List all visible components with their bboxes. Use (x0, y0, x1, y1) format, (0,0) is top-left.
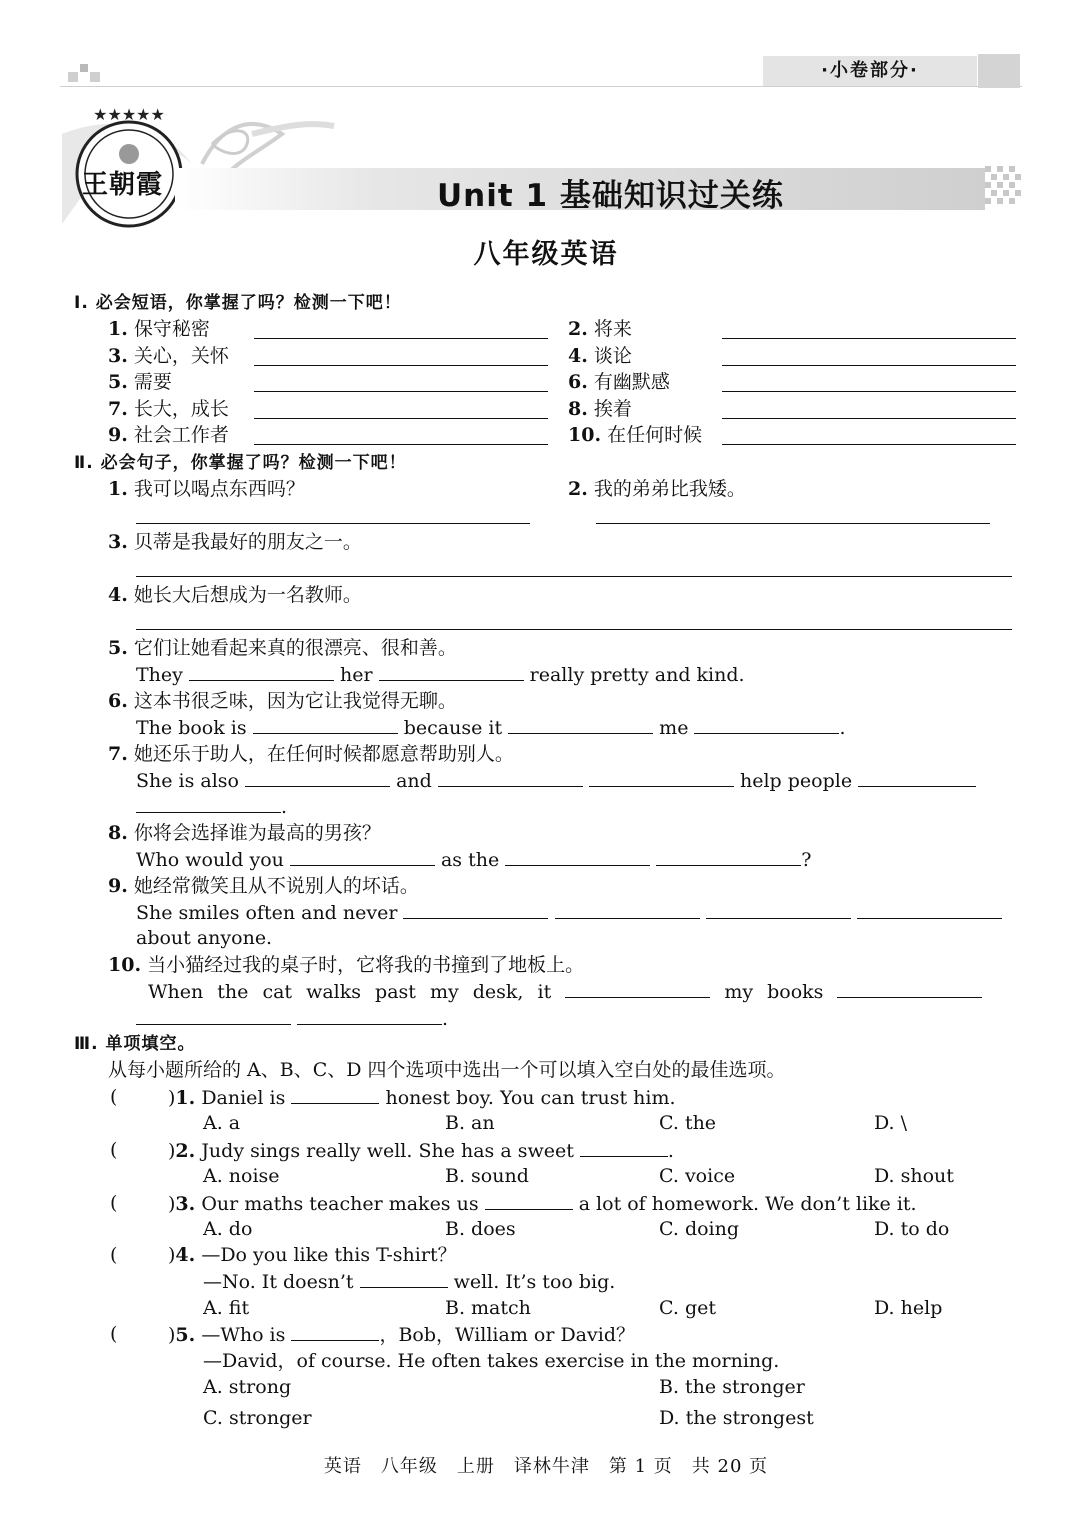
phrase-item: 4. 谈论 (568, 345, 632, 367)
answer-paren-open: ( (110, 1139, 118, 1161)
banner-dots (985, 166, 1025, 212)
mc-question: )3. Our maths teacher makes us a lot of homework. We don’t like it. (168, 1190, 917, 1217)
phrase-item: 8. 挨着 (568, 398, 632, 420)
mc-question-line: —David，of course. He often takes exercise in the morning. (203, 1350, 780, 1372)
section-1-heading: Ⅰ. 必会短语，你掌握了吗？检测一下吧！ (74, 293, 402, 313)
page-footer: 英语 八年级 上册 译林牛津 第 1 页 共 20 页 (323, 1456, 769, 1477)
fill-sentence: When the cat walks past my desk, it my books (148, 978, 982, 1005)
option-a[interactable]: A. strong (203, 1376, 292, 1398)
fill-sentence: She smiles often and never (136, 899, 1002, 926)
answer-paren-open: ( (110, 1086, 118, 1108)
mc-question-line: —No. It doesn’t well. It’s too big. (203, 1268, 615, 1295)
phrase-item: 7. 长大，成长 (108, 398, 229, 420)
answer-blank[interactable] (254, 418, 548, 419)
option-b[interactable]: B. the stronger (659, 1376, 805, 1398)
option-a[interactable]: A. a (203, 1112, 241, 1134)
sentence-prompt: 1. 我可以喝点东西吗？ (108, 478, 305, 500)
answer-blank[interactable] (254, 338, 548, 339)
fill-sentence-cont: . (136, 793, 287, 820)
answer-blank[interactable] (722, 365, 1016, 366)
phrase-item: 6. 有幽默感 (568, 371, 670, 393)
deco-square (68, 72, 78, 82)
sentence-prompt: 4. 她长大后想成为一名教师。 (108, 584, 362, 606)
sentence-prompt: 8. 你将会选择谁为最高的男孩？ (108, 822, 381, 844)
answer-line[interactable] (136, 523, 530, 524)
answer-line[interactable] (136, 629, 1012, 630)
sentence-prompt: 2. 我的弟弟比我矮。 (568, 478, 746, 500)
sentence-prompt: 10. 当小猫经过我的桌子时，它将我的书撞到了地板上。 (108, 954, 585, 976)
answer-blank[interactable] (254, 391, 548, 392)
option-c[interactable]: C. get (659, 1297, 716, 1319)
option-d[interactable]: D. shout (874, 1165, 954, 1187)
section-3-instruction: 从每小题所给的 A、B、C、D 四个选项中选出一个可以填入空白处的最佳选项。 (108, 1059, 786, 1081)
option-d[interactable]: D. to do (874, 1218, 950, 1240)
header-rule (60, 86, 1022, 87)
sentence-prompt: 3. 贝蒂是我最好的朋友之一。 (108, 531, 362, 553)
option-d[interactable]: D. help (874, 1297, 943, 1319)
answer-blank[interactable] (722, 391, 1016, 392)
answer-blank[interactable] (254, 365, 548, 366)
section-2-heading: Ⅱ. 必会句子，你掌握了吗？检测一下吧！ (74, 453, 407, 473)
option-c[interactable]: C. voice (659, 1165, 736, 1187)
option-b[interactable]: B. does (445, 1218, 516, 1240)
option-c[interactable]: C. the (659, 1112, 717, 1134)
option-d[interactable]: D. the strongest (659, 1407, 814, 1429)
phrase-item: 5. 需要 (108, 371, 172, 393)
fill-sentence: The book is because it me . (136, 714, 846, 741)
deco-square (90, 72, 100, 82)
option-d[interactable]: D. \ (874, 1112, 908, 1134)
phrase-item: 2. 将来 (568, 318, 632, 340)
answer-blank[interactable] (722, 338, 1016, 339)
sentence-prompt: 9. 她经常微笑且从不说别人的坏话。 (108, 875, 419, 897)
sentence-prompt: 7. 她还乐于助人，在任何时候都愿意帮助别人。 (108, 743, 514, 765)
section-tag-end (978, 54, 1020, 88)
section-tag: ·小卷部分· (763, 56, 977, 86)
option-b[interactable]: B. sound (445, 1165, 529, 1187)
option-b[interactable]: B. match (445, 1297, 531, 1319)
answer-paren-open: ( (110, 1244, 118, 1266)
page-subtitle: 八年级英语 (473, 239, 619, 270)
answer-blank[interactable] (722, 444, 1016, 445)
phrase-item: 10. 在任何时候 (568, 424, 703, 446)
fill-sentence-cont: about anyone. (136, 927, 273, 949)
fill-sentence: She is also and help people (136, 767, 976, 794)
option-c[interactable]: C. stronger (203, 1407, 312, 1429)
page-title: Unit 1 基础知识过关练 (437, 178, 784, 214)
mc-question: )1. Daniel is honest boy. You can trust him. (168, 1084, 676, 1111)
option-c[interactable]: C. doing (659, 1218, 740, 1240)
phrase-item: 1. 保守秘密 (108, 318, 210, 340)
answer-blank[interactable] (254, 444, 548, 445)
phrase-item: 9. 社会工作者 (108, 424, 229, 446)
option-b[interactable]: B. an (445, 1112, 495, 1134)
mc-question: )5. —Who is ，Bob，William or David？ (168, 1321, 635, 1348)
fill-sentence: They her really pretty and kind. (136, 661, 745, 688)
answer-line[interactable] (136, 576, 1012, 577)
svg-text:★★★★★: ★★★★★ (93, 105, 165, 124)
fill-sentence: Who would you as the ? (136, 846, 811, 873)
phrase-item: 3. 关心，关怀 (108, 345, 229, 367)
answer-paren-open: ( (110, 1192, 118, 1214)
fill-sentence-cont: . (136, 1005, 448, 1032)
mc-question: )2. Judy sings really well. She has a sweet . (168, 1137, 674, 1164)
section-3-heading: Ⅲ. 单项填空。 (74, 1034, 196, 1054)
option-a[interactable]: A. do (203, 1218, 253, 1240)
option-a[interactable]: A. noise (203, 1165, 280, 1187)
brand-name: 王朝霞 (82, 170, 164, 200)
answer-blank[interactable] (722, 418, 1016, 419)
mc-question: )4. —Do you like this T-shirt？ (168, 1244, 457, 1266)
answer-line[interactable] (596, 523, 990, 524)
deco-square (80, 64, 88, 72)
answer-paren-open: ( (110, 1323, 118, 1345)
sentence-prompt: 5. 它们让她看起来真的很漂亮、很和善。 (108, 637, 457, 659)
sentence-prompt: 6. 这本书很乏味，因为它让我觉得无聊。 (108, 690, 457, 712)
option-a[interactable]: A. fit (203, 1297, 250, 1319)
